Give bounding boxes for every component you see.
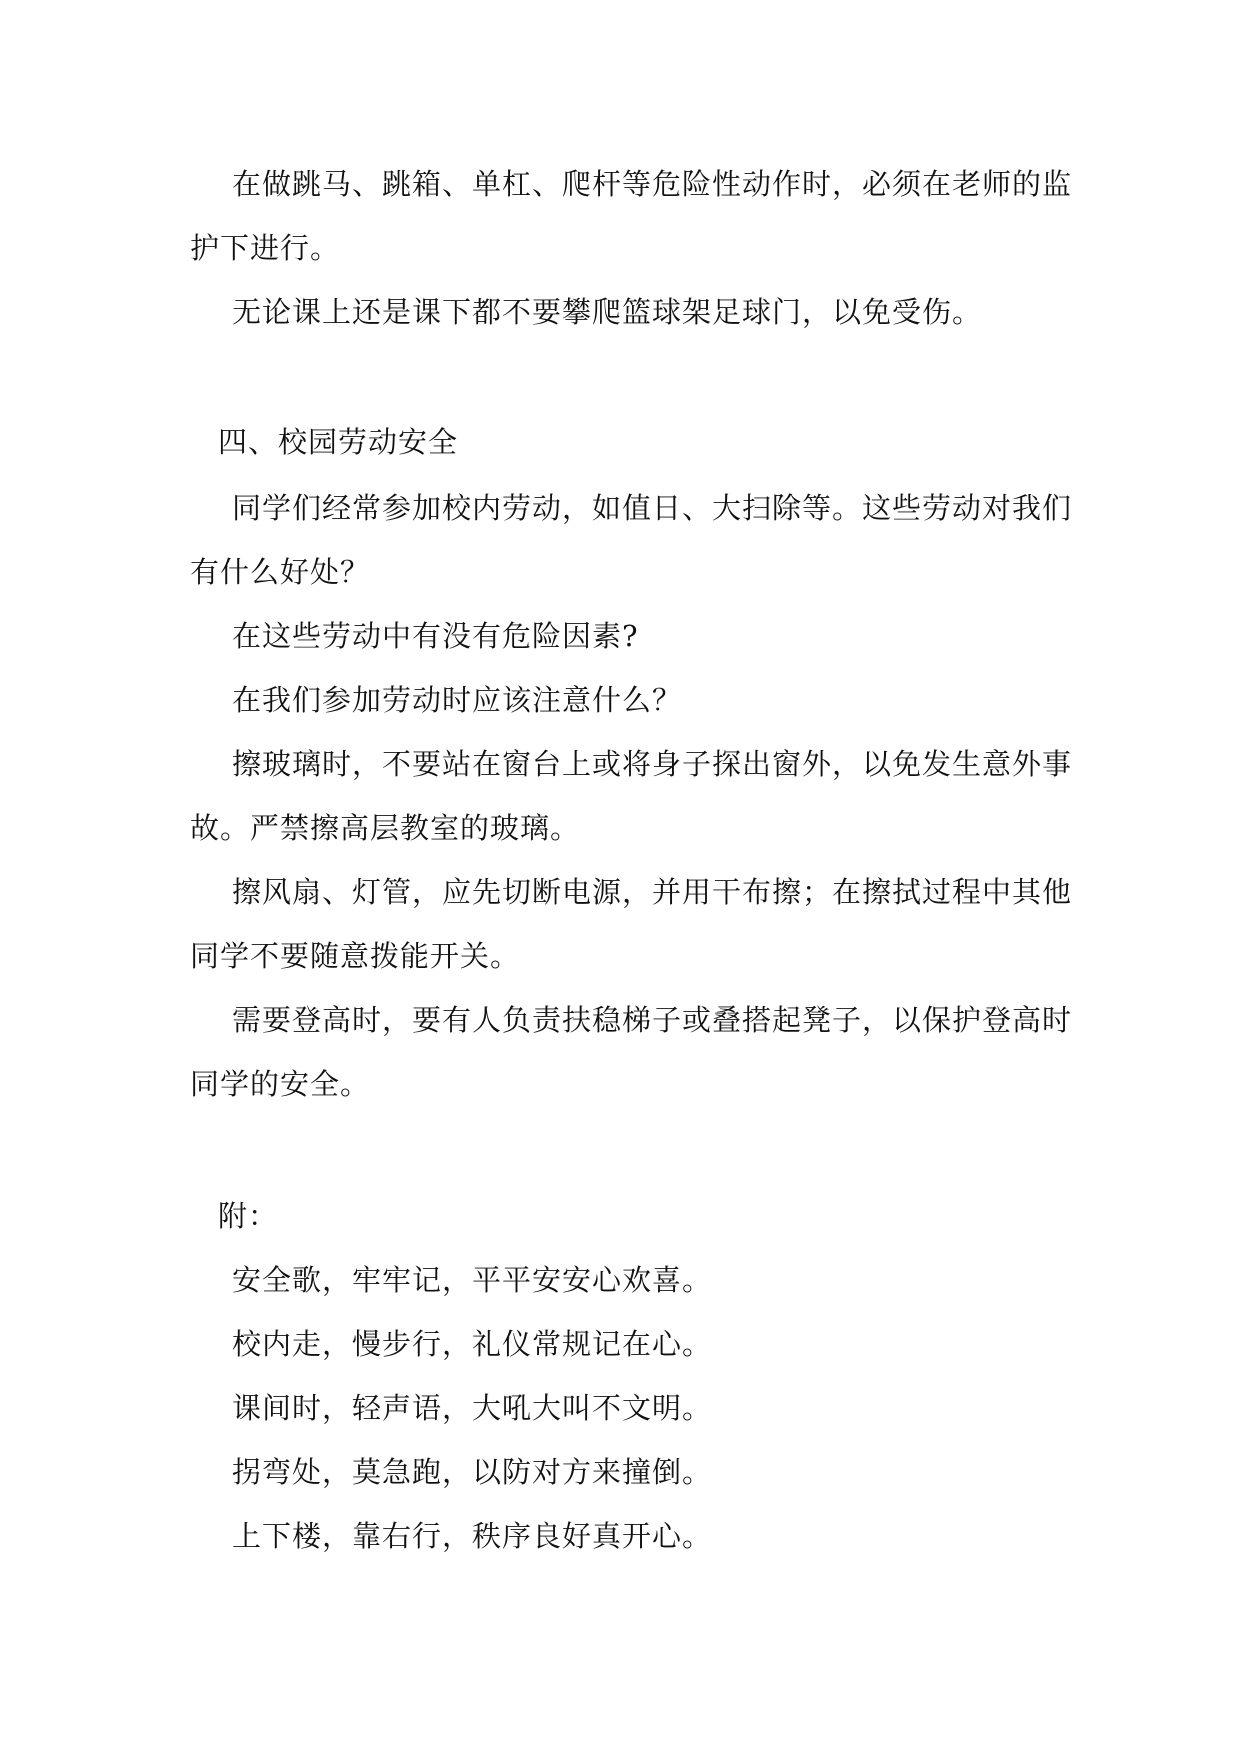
paragraph-line: 在这些劳动中有没有危险因素? xyxy=(232,619,639,653)
verse-line: 校内走，慢步行，礼仪常规记在心。 xyxy=(232,1327,713,1361)
paragraph-line: 故。严禁擦高层教室的玻璃。 xyxy=(190,811,581,845)
paragraph-line: 擦玻璃时，不要站在窗台上或将身子探出窗外，以免发生意外事 xyxy=(232,747,1073,781)
paragraph-line: 在我们参加劳动时应该注意什么？ xyxy=(232,683,683,717)
paragraph-line: 同学不要随意拨能开关。 xyxy=(190,939,521,973)
verse-line: 课间时，轻声语，大吼大叫不文明。 xyxy=(232,1391,713,1425)
paragraph-line: 护下进行。 xyxy=(190,231,341,265)
paragraph-line: 同学们经常参加校内劳动，如值日、大扫除等。这些劳动对我们 xyxy=(232,491,1073,525)
paragraph-line: 在做跳马、跳箱、单杠、爬杆等危险性动作时，必须在老师的监 xyxy=(232,167,1073,201)
paragraph-line: 擦风扇、灯管，应先切断电源，并用干布擦；在擦拭过程中其他 xyxy=(232,875,1073,909)
verse-line: 安全歌，牢牢记，平平安安心欢喜。 xyxy=(232,1263,713,1297)
verse-line: 拐弯处，莫急跑，以防对方来撞倒。 xyxy=(232,1455,713,1489)
verse-line: 上下楼，靠右行，秩序良好真开心。 xyxy=(232,1519,713,1553)
section-heading: 四、校园劳动安全 xyxy=(218,425,459,459)
paragraph-line: 需要登高时，要有人负责扶稳梯子或叠搭起凳子，以保护登高时 xyxy=(232,1003,1073,1037)
paragraph-line: 同学的安全。 xyxy=(190,1067,371,1101)
paragraph-line: 有什么好处？ xyxy=(190,555,371,589)
paragraph-line: 无论课上还是课下都不要攀爬篮球架足球门，以免受伤。 xyxy=(232,295,983,329)
appendix-label: 附： xyxy=(218,1199,279,1233)
